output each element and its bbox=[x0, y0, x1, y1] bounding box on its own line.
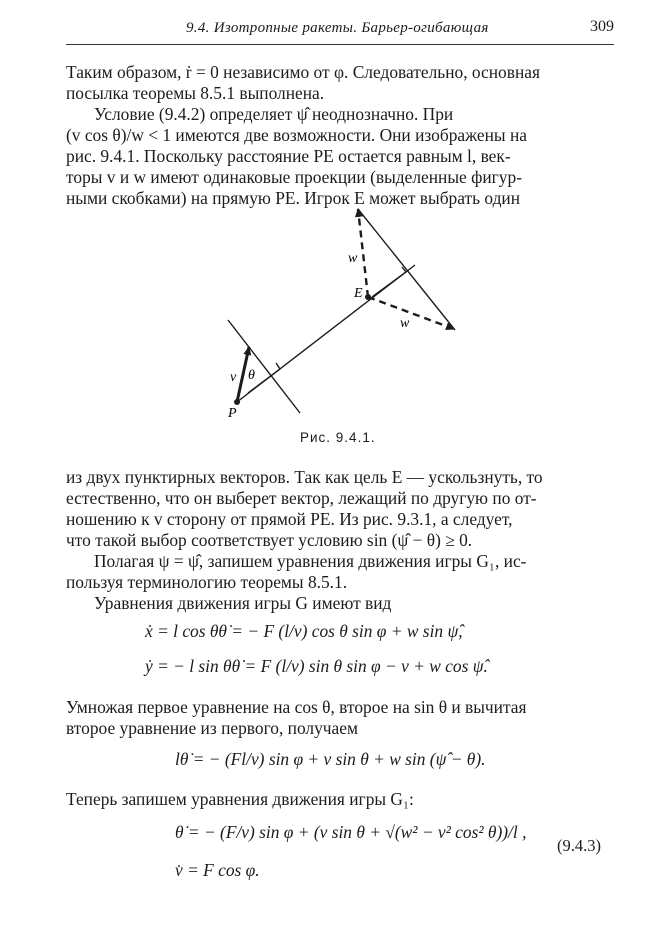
paragraph-5 bbox=[66, 593, 614, 614]
text-line: торы v и w имеют одинаковые проекции (выделенные фигур- bbox=[66, 167, 522, 187]
text-line: ношению к v сторону от прямой PE. Из рис. 9.3.1, a следует, bbox=[66, 509, 513, 529]
text-line: ными скобками) на прямую PE. Игрок E может выбрать один bbox=[66, 188, 521, 208]
equation-number: (9.4.3) bbox=[557, 836, 601, 855]
label-w-upper: w bbox=[348, 251, 358, 266]
text-line: Условие (9.4.2) определяет ψ̂ неоднозначно. При bbox=[94, 104, 454, 124]
text-line: посылка теоремы 8.5.1 выполнена. bbox=[66, 83, 325, 103]
equation-theta-dot: θ̇ = − (F/v) sin φ + (v sin θ + √(w² − v² cos² θ))/l , bbox=[175, 822, 527, 842]
text-line: пользуя терминологию теоремы 8.5.1. bbox=[66, 572, 348, 592]
text-line: естественно, что он выберет вектор, лежащий по другую по от- bbox=[66, 488, 537, 508]
paragraph-2 bbox=[66, 104, 614, 209]
paragraph-7 bbox=[66, 789, 614, 810]
equation-v-dot: v̇ = F cos φ. bbox=[175, 860, 260, 880]
projection-bracket-e bbox=[372, 267, 406, 297]
equation-y-dot: ẏ = − l sin θθ̇ = F (l/v) sin θ sin φ − v + w cos ψ̂. bbox=[145, 656, 488, 676]
paragraph-1 bbox=[66, 62, 614, 104]
label-v: v bbox=[230, 370, 237, 385]
label-p: P bbox=[228, 406, 237, 421]
figure-9-4-1 bbox=[200, 205, 480, 425]
text-line: Таким образом, ṙ = 0 независимо от φ. Следовательно, основная bbox=[66, 62, 540, 82]
page-header bbox=[66, 18, 614, 45]
label-w-lower: w bbox=[400, 316, 410, 331]
text-line: Полагая ψ = ψ̂, запишем уравнения движения игры G₁, ис- bbox=[94, 551, 527, 571]
label-theta: θ bbox=[248, 368, 255, 383]
page-number: 309 bbox=[590, 18, 614, 35]
text-line: второе уравнение из первого, получаем bbox=[66, 718, 358, 738]
figure-caption: Рис. 9.4.1. bbox=[300, 430, 376, 445]
paragraph-4 bbox=[66, 551, 614, 593]
text-line: из двух пунктирных векторов. Так как цель E — ускользнуть, то bbox=[66, 467, 543, 487]
text-line: рис. 9.4.1. Поскольку расстояние PE остается равным l, век- bbox=[66, 146, 511, 166]
point-p bbox=[234, 399, 240, 405]
vector-w-upper bbox=[358, 209, 368, 297]
text-line: Теперь запишем уравнения движения игры G₁: bbox=[66, 789, 414, 809]
equation-x-dot: ẋ = l cos θθ̇ = − F (l/v) cos θ sin φ + w sin ψ̂, bbox=[145, 621, 463, 641]
running-title: 9.4. Изотропные ракеты. Барьер-огибающая bbox=[186, 20, 489, 36]
paragraph-3 bbox=[66, 467, 614, 551]
point-e bbox=[365, 294, 371, 300]
text-line: Умножая первое уравнение на cos θ, второе на sin θ и вычитая bbox=[66, 697, 527, 717]
text-line: Уравнения движения игры G имеют вид bbox=[94, 593, 392, 613]
text-line: (v cos θ)/w < 1 имеются две возможности. Они изображены на bbox=[66, 125, 527, 145]
paragraph-6 bbox=[66, 697, 614, 739]
label-e: E bbox=[354, 286, 363, 301]
text-line: что такой выбор соответствует условию sin (ψ̂ − θ) ≥ 0. bbox=[66, 530, 473, 550]
equation-l-theta-dot: lθ̇ = − (Fl/v) sin φ + v sin θ + w sin (ψ̂ − θ). bbox=[175, 749, 486, 769]
